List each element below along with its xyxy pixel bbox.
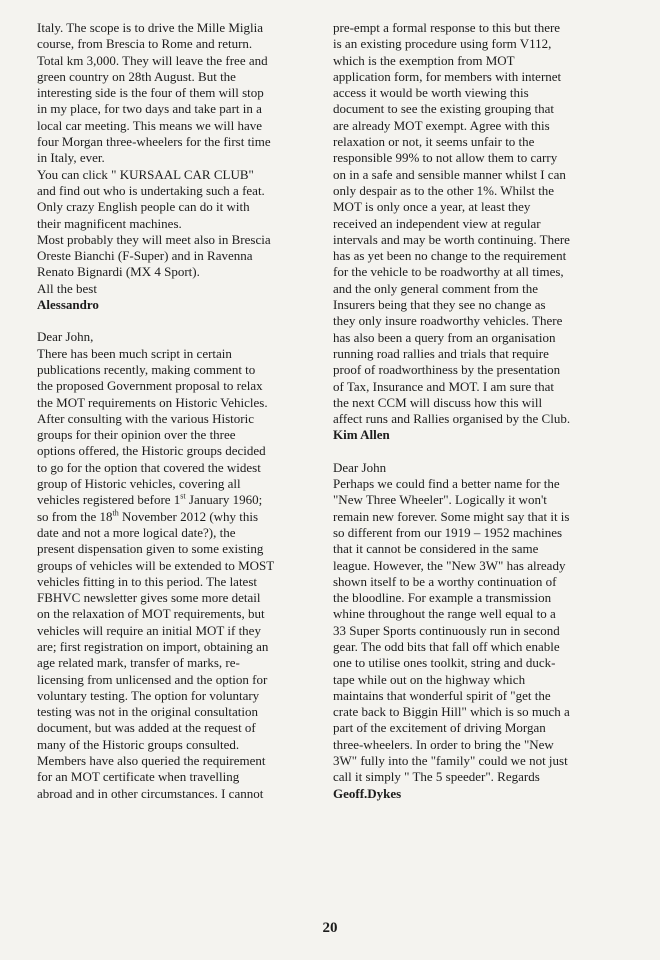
text-line: league. However, the "New 3W" has already xyxy=(333,557,566,573)
text-line: remain new forever. Some might say that it is xyxy=(333,508,570,524)
signature-alessandro: Alessandro xyxy=(37,297,99,313)
text-line: they only insure roadworthy vehicles. There xyxy=(333,313,563,329)
text-line: on in a safe and sensible manner whilst I can xyxy=(333,166,566,182)
text-line: groups for their opinion over the three xyxy=(37,427,236,443)
text-line: intervals and may be worth continuing. There xyxy=(333,231,570,247)
text-line: Insurers being that they see no change as xyxy=(333,297,546,313)
text-line: Only crazy English people can do it with xyxy=(37,199,250,215)
text-line: the bloodline. For example a transmission xyxy=(333,590,552,606)
mot-letter-body-part2 xyxy=(37,525,324,802)
text-line: groups of vehicles will be extended to MOST xyxy=(37,557,275,573)
text-line: tape while out on the highway which xyxy=(333,671,526,687)
three-wheeler-letter-body xyxy=(333,460,631,786)
text-line: the next CCM will discuss how this will xyxy=(333,394,543,410)
text-line: document, but was added at the request of xyxy=(37,720,256,736)
text-line: vehicles will require an initial MOT if they xyxy=(37,622,261,638)
text-line: for the vehicle to be roadworthy at all times, xyxy=(333,264,564,280)
text-line: MOT is only once a year, at least they xyxy=(333,199,531,215)
mot-letter-body-part1 xyxy=(37,329,324,492)
text-line: abroad and in other circumstances. I cannot xyxy=(37,785,264,801)
text-line: which is the exemption from MOT xyxy=(333,52,515,68)
text-line: part of the excitement of driving Morgan xyxy=(333,720,546,736)
paragraph-gap xyxy=(333,444,631,460)
text-line: for an MOT certificate when travelling xyxy=(37,769,240,785)
text-line: Dear John, xyxy=(37,329,94,345)
text-line: Most probably they will meet also in Brescia xyxy=(37,231,271,247)
text-line: three-wheelers. In order to bring the "New xyxy=(333,736,554,752)
text-line: licensing from unlicensed and the option for xyxy=(37,671,268,687)
text-line: relaxation or not, it seems unfair to the xyxy=(333,134,535,150)
text-line: has as yet been no change to the requirement xyxy=(333,248,567,264)
text-line: date and not a more logical date?), the xyxy=(37,524,236,540)
text-line: that it cannot be considered in the same xyxy=(333,541,539,557)
text-line: has also been a query from an organisation xyxy=(333,329,556,345)
text-line: interesting side is the four of them will stop xyxy=(37,85,264,101)
text-line: call it simply " The 5 speeder". Regards xyxy=(333,769,540,785)
text-line: crate back to Biggin Hill" which is so much a xyxy=(333,704,570,720)
text-line: pre-empt a formal response to this but there xyxy=(333,20,561,35)
text-line: received an independent view at regular xyxy=(333,215,541,231)
text-line: in my place, for two days and take part in a xyxy=(37,101,262,117)
text-line: present dispensation given to some existing xyxy=(37,541,264,557)
text-line: affect runs and Rallies organised by the Club. xyxy=(333,411,571,427)
text-line: so different from our 1919 – 1952 machines xyxy=(333,524,563,540)
signature-kim-allen: Kim Allen xyxy=(333,427,390,443)
text-line: maintains that wonderful spirit of "get the xyxy=(333,687,551,703)
text-line: the proposed Government proposal to relax xyxy=(37,378,263,394)
text-line: local car meeting. This means we will have xyxy=(37,117,263,133)
text-line: many of the Historic groups consulted. xyxy=(37,736,240,752)
text-line: gear. The odd bits that fall off which enable xyxy=(333,638,560,654)
text-line: four Morgan three-wheelers for the first time xyxy=(37,134,271,150)
text-line: is an existing procedure using form V112, xyxy=(333,36,552,52)
text-line: "New Three Wheeler". Logically it won't xyxy=(333,492,547,508)
text-line: vehicles fitting in to this period. The latest xyxy=(37,573,257,589)
text-line: There has been much script in certain xyxy=(37,345,232,361)
mot-letter-date-line-1: vehicles registered before 1st January 1960; xyxy=(37,491,263,508)
text-line: testing was not in the original consultation xyxy=(37,704,258,720)
text-line: Oreste Bianchi (F-Super) and in Ravenna xyxy=(37,248,253,264)
text-line: You can click " KURSAAL CAR CLUB" xyxy=(37,166,254,182)
text-line: age related mark, transfer of marks, re- xyxy=(37,655,240,671)
text-line: 33 Super Sports continuously run in second xyxy=(333,622,560,638)
text-line: shown itself to be a worthy continuation of xyxy=(333,573,557,589)
text-line: 3W" fully into the "family" could we not just xyxy=(333,753,568,769)
text-line: on the relaxation of MOT requirements, but xyxy=(37,606,265,622)
text-line: and the only general comment from the xyxy=(333,280,539,296)
paragraph-gap xyxy=(37,313,324,329)
text-line: FBHVC newsletter gives some more detail xyxy=(37,590,261,606)
text-line: responsible 99% to not allow them to carry xyxy=(333,150,558,166)
text-line: whine throughout the range well equal to a xyxy=(333,606,556,622)
text-line: one to utilise ones toolkit, string and duck- xyxy=(333,655,556,671)
text-line: of Tax, Insurance and MOT. I am sure that xyxy=(333,378,554,394)
right-column xyxy=(333,20,631,802)
text-line: their magnificent machines. xyxy=(37,215,182,231)
text-line: access it would be worth viewing this xyxy=(333,85,529,101)
text-line: the MOT requirements on Historic Vehicles. xyxy=(37,394,268,410)
text-line: course, from Brescia to Rome and return. xyxy=(37,36,253,52)
left-column xyxy=(37,20,324,802)
text-line: document to see the existing grouping that xyxy=(333,101,554,117)
italy-letter-body xyxy=(37,20,324,297)
text-line: and find out who is undertaking such a feat. xyxy=(37,182,265,198)
text-line: Italy. The scope is to drive the Mille Miglia xyxy=(37,20,264,35)
page-number: 20 xyxy=(322,920,338,936)
text-line: After consulting with the various Historic xyxy=(37,410,254,426)
text-line: are; first registration on import, obtaining an xyxy=(37,638,269,654)
text-line: group of Historic vehicles, covering all xyxy=(37,476,241,492)
text-line: running road rallies and trials that require xyxy=(333,345,549,361)
mot-letter-continuation xyxy=(333,20,631,427)
signature-geoff-dykes: Geoff.Dykes xyxy=(333,785,402,801)
mot-letter-date-line-2: so from the 18th November 2012 (why this xyxy=(37,508,259,524)
text-line: green country on 28th August. But the xyxy=(37,68,236,84)
text-line: voluntary testing. The option for voluntary xyxy=(37,687,260,703)
text-line: are already MOT exempt. Agree with this xyxy=(333,117,550,133)
text-line: publications recently, making comment to xyxy=(37,361,256,377)
text-line: Total km 3,000. They will leave the free and xyxy=(37,52,268,68)
text-line: Dear John xyxy=(333,459,387,475)
text-line: Perhaps we could find a better name for the xyxy=(333,476,560,492)
text-line: Renato Bignardi (MX 4 Sport). xyxy=(37,264,200,280)
text-line: in Italy, ever. xyxy=(37,150,105,166)
text-line: options offered, the Historic groups decided xyxy=(37,443,266,459)
text-line: to go for the option that covered the widest xyxy=(37,459,261,475)
text-line: application form, for members with internet xyxy=(333,68,562,84)
text-line: Members have also queried the requirement xyxy=(37,753,266,769)
text-line: proof of roadworthiness by the presentation xyxy=(333,362,561,378)
text-line: only despair as to the other 1%. Whilst the xyxy=(333,182,555,198)
text-line: All the best xyxy=(37,280,97,296)
